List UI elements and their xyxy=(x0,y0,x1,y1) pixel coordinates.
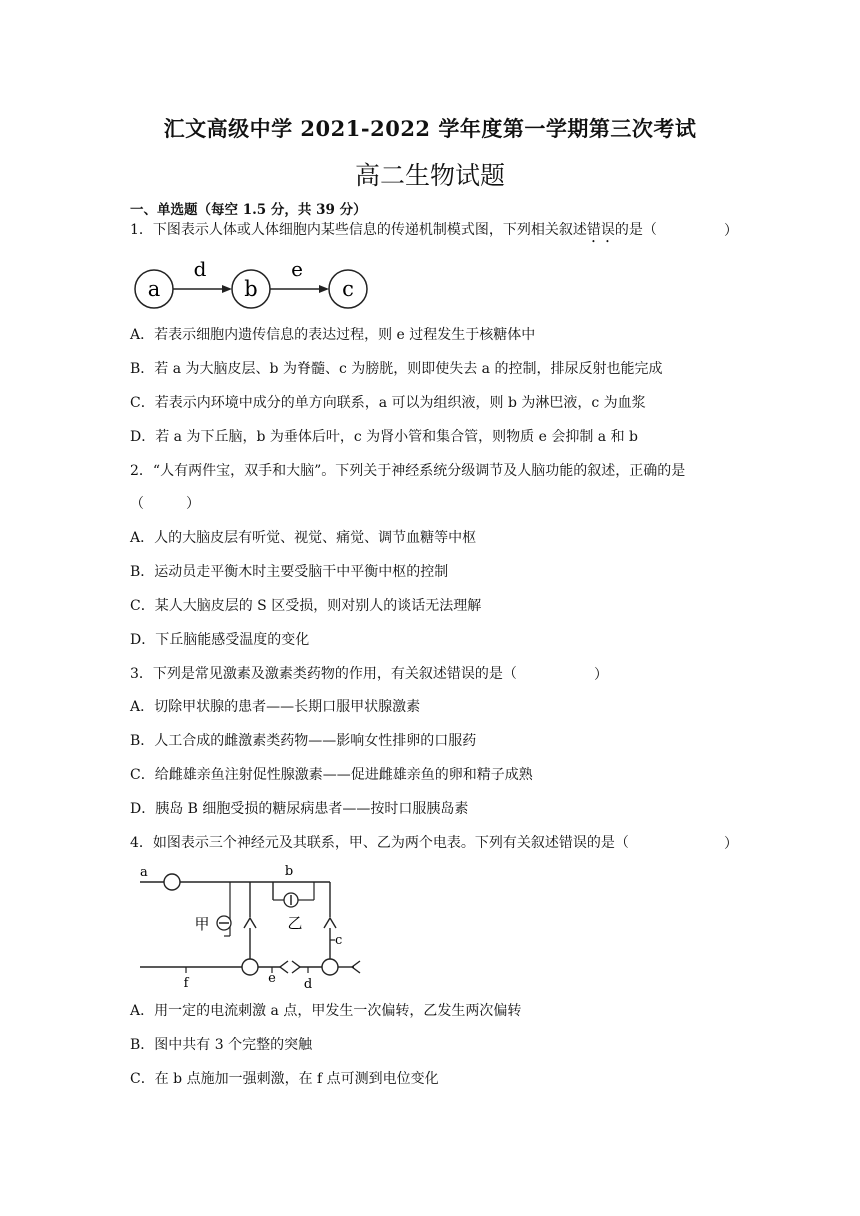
q4-neuron-diagram xyxy=(130,860,370,995)
q4-cell-body-middle xyxy=(242,959,258,975)
q4-option-b: B．图中共有 3 个完整的突触 xyxy=(130,1037,313,1053)
q1-arrow-d-label: d xyxy=(193,257,207,281)
q1-option-b: B．若 a 为大脑皮层、b 为脊髓、c 为膀胱，则即使失去 a 的控制，排尿反射也能完成 xyxy=(130,361,663,377)
q1-arrow-d-head xyxy=(222,285,232,293)
q1-stem-emphasis: 错误 xyxy=(586,222,615,238)
exam-title: 汇文高级中学 2021-2022 学年度第一学期第三次考试 xyxy=(163,116,697,141)
question-3-stem: 3．下列是常见激素及激素类药物的作用，有关叙述错误的是（ xyxy=(130,666,517,682)
q1-option-a: A．若表示细胞内遗传信息的表达过程，则 e 过程发生于核糖体中 xyxy=(130,327,536,343)
q1-stem-pre: 1．下图表示人体或人体细胞内某些信息的传递机制模式图，下列相关叙述 xyxy=(130,222,587,238)
q1-stem-post: 的是（ xyxy=(614,222,657,238)
q4-synapse-4 xyxy=(292,961,300,973)
q4-label-c: c xyxy=(335,933,343,948)
q4-cell-body-top xyxy=(164,874,180,890)
q4-label-jia: 甲 xyxy=(194,915,210,933)
q1-option-d: D．若 a 为下丘脑，b 为垂体后叶，c 为肾小管和集合管，则物质 e 会抑制 a 和 b xyxy=(130,429,639,445)
q4-close-paren: ） xyxy=(724,836,738,852)
q1-node-a-label: a xyxy=(147,277,161,301)
q2-option-d: D．下丘脑能感受温度的变化 xyxy=(130,632,310,648)
q1-flow-diagram xyxy=(125,255,385,315)
q1-arrow-e-head xyxy=(319,285,329,293)
q3-option-c: C．给雌雄亲鱼注射促性腺激素——促进雌雄亲鱼的卵和精子成熟 xyxy=(130,767,533,783)
q4-label-f: f xyxy=(183,976,189,991)
q4-cell-body-right xyxy=(322,959,338,975)
section-heading: 一、单选题（每空 1.5 分，共 39 分） xyxy=(130,202,367,218)
q4-option-c: C．在 b 点施加一强刺激，在 f 点可测到电位变化 xyxy=(130,1071,439,1087)
q4-label-e: e xyxy=(268,971,276,986)
q4-option-a: A．用一定的电流刺激 a 点，甲发生一次偏转，乙发生两次偏转 xyxy=(130,1003,522,1019)
q1-node-c-label: c xyxy=(342,277,354,301)
q4-label-d: d xyxy=(303,977,313,992)
question-2-stem: 2．“人有两件宝，双手和大脑”。下列关于神经系统分级调节及人脑功能的叙述，正确的是 xyxy=(130,463,686,479)
question-1-stem xyxy=(130,220,657,246)
question-4-stem: 4．如图表示三个神经元及其联系，甲、乙为两个电表。下列有关叙述错误的是（ xyxy=(130,835,629,851)
q4-synapse-2 xyxy=(324,918,336,928)
q2-option-c: C．某人大脑皮层的 S 区受损，则对别人的谈话无法理解 xyxy=(130,598,482,614)
q3-option-b: B．人工合成的雌激素类药物——影响女性排卵的口服药 xyxy=(130,733,477,749)
q2-option-a: A．人的大脑皮层有听觉、视觉、痛觉、调节血糖等中枢 xyxy=(130,530,477,546)
exam-subject: 高二生物试题 xyxy=(354,161,505,190)
q1-node-b-label: b xyxy=(244,277,258,301)
q4-synapse-3 xyxy=(280,961,288,973)
q3-option-a: A．切除甲状腺的患者——长期口服甲状腺激素 xyxy=(130,699,421,715)
q4-label-yi: 乙 xyxy=(287,914,303,932)
question-2-stem-line2: （ ） xyxy=(130,496,200,512)
q1-option-c: C．若表示内环境中成分的单方向联系，a 可以为组织液，则 b 为淋巴液，c 为血浆 xyxy=(130,395,646,411)
q3-close-paren: ） xyxy=(594,667,608,683)
q1-arrow-e-label: e xyxy=(291,257,303,281)
q4-label-a: a xyxy=(140,865,148,880)
q4-label-b: b xyxy=(284,864,294,879)
q1-close-paren: ） xyxy=(724,223,738,239)
q4-synapse-1 xyxy=(244,918,256,928)
q2-option-b: B．运动员走平衡木时主要受脑干中平衡中枢的控制 xyxy=(130,564,449,580)
q3-option-d: D．胰岛 B 细胞受损的糖尿病患者——按时口服胰岛素 xyxy=(130,801,469,817)
